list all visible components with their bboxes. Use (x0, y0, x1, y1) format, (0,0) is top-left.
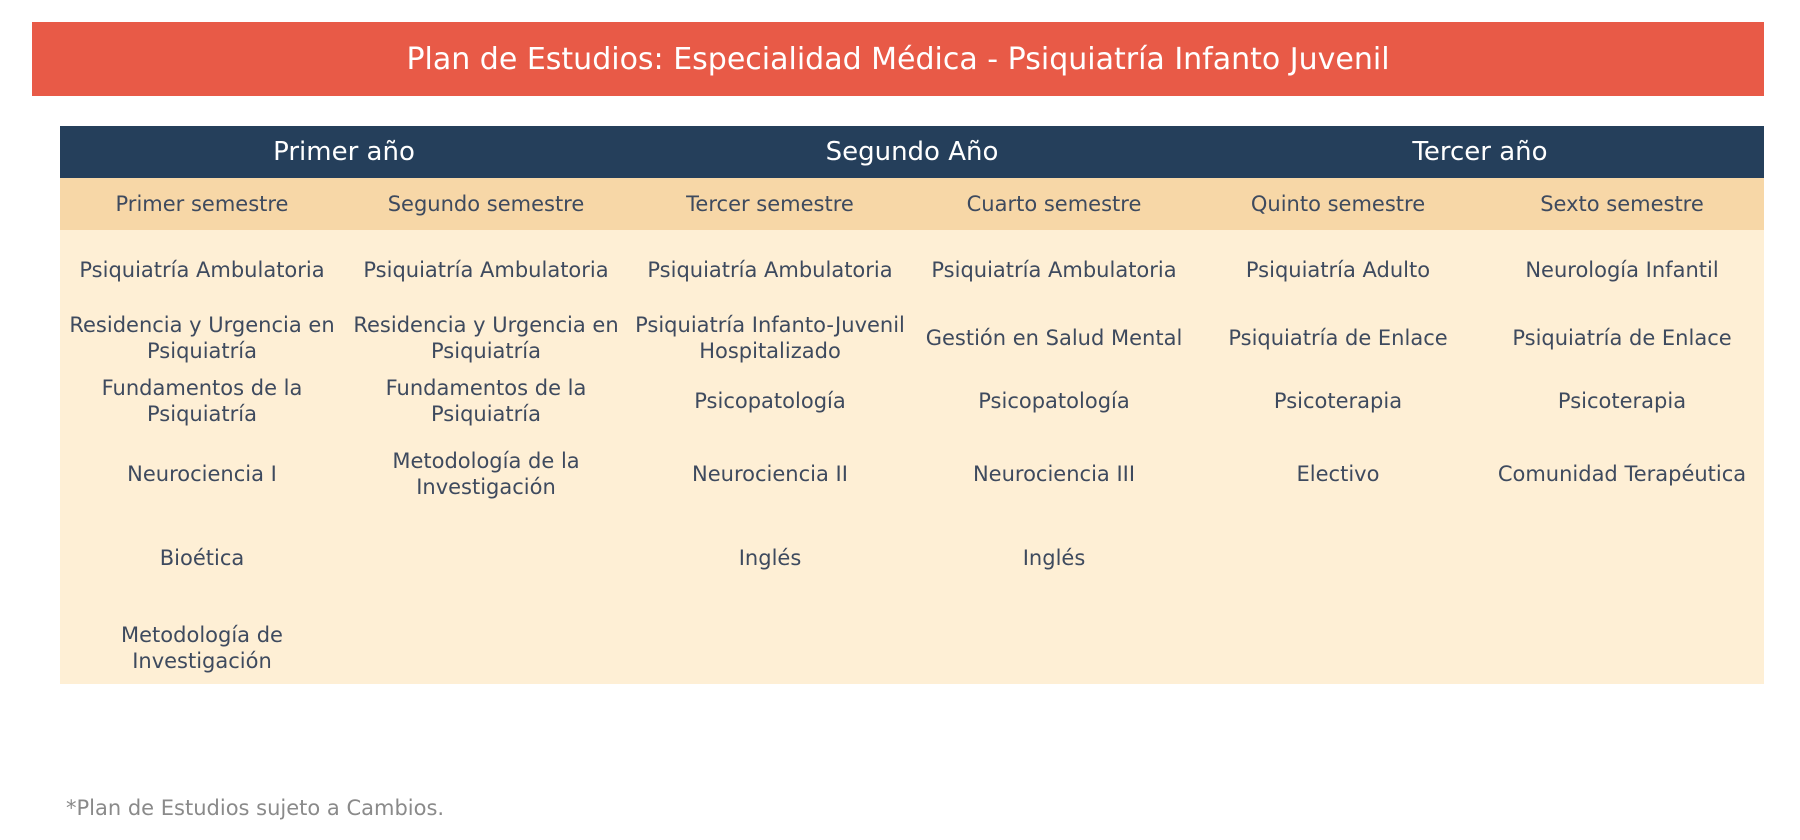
course-item: Metodología de la Investigación (392, 449, 580, 499)
year-header-first: Primer año (273, 137, 415, 167)
footnote: *Plan de Estudios sujeto a Cambios. (66, 796, 445, 820)
course-item: Psiquiatría Ambulatoria (931, 258, 1177, 282)
semester-6-courses (1480, 230, 1764, 684)
semester-4-courses (912, 230, 1196, 684)
course-item: Psicopatología (694, 389, 846, 413)
years-header-row (60, 126, 1764, 178)
course-item: Comunidad Terapéutica (1497, 462, 1747, 486)
course-item: Neurología Infantil (1525, 258, 1719, 282)
course-item: Electivo (1296, 462, 1380, 486)
courses-area (60, 230, 1764, 684)
course-item: Gestión en Salud Mental (925, 326, 1183, 350)
semester-2-courses (344, 230, 628, 684)
course-item: Inglés (1022, 546, 1086, 570)
course-item: Psiquiatría Infanto-Juvenil Hospitalizado (635, 313, 905, 363)
semester-header-3: Tercer semestre (686, 192, 854, 216)
course-item: Psiquiatría de Enlace (1512, 326, 1732, 350)
year-header-second: Segundo Año (825, 137, 999, 167)
course-item: Residencia y Urgencia en Psiquiatría (353, 313, 619, 363)
curriculum-table (60, 126, 1764, 684)
semester-header-5: Quinto semestre (1250, 192, 1426, 216)
semester-header-1: Primer semestre (115, 192, 289, 216)
course-item: Psiquiatría Ambulatoria (363, 258, 609, 282)
semester-5-courses (1196, 230, 1480, 684)
semester-header-6: Sexto semestre (1540, 192, 1704, 216)
semester-header-2: Segundo semestre (387, 192, 585, 216)
course-item: Neurociencia II (692, 462, 848, 486)
course-item: Psicoterapia (1273, 389, 1403, 413)
course-item: Neurociencia III (972, 462, 1136, 486)
course-item: Psiquiatría de Enlace (1228, 326, 1448, 350)
course-item: Metodología de Investigación (121, 623, 283, 673)
course-item: Psiquiatría Adulto (1245, 258, 1431, 282)
course-item: Psicopatología (978, 389, 1130, 413)
semester-3-courses (628, 230, 912, 684)
page-title-text: Plan de Estudios: Especialidad Médica - Psiquiatría Infanto Juvenil (406, 41, 1390, 77)
course-item: Inglés (738, 546, 802, 570)
course-item: Residencia y Urgencia en Psiquiatría (69, 313, 335, 363)
semester-1-courses (60, 230, 344, 684)
year-header-third: Tercer año (1412, 137, 1548, 167)
course-item: Psiquiatría Ambulatoria (79, 258, 325, 282)
course-item: Bioética (159, 546, 245, 570)
course-item: Fundamentos de la Psiquiatría (385, 376, 587, 426)
course-item: Psiquiatría Ambulatoria (647, 258, 893, 282)
semesters-header-row (60, 178, 1764, 230)
course-item: Fundamentos de la Psiquiatría (101, 376, 303, 426)
course-item: Neurociencia I (127, 462, 277, 486)
course-item: Psicoterapia (1557, 389, 1687, 413)
page-title (32, 22, 1764, 96)
semester-header-4: Cuarto semestre (966, 192, 1142, 216)
